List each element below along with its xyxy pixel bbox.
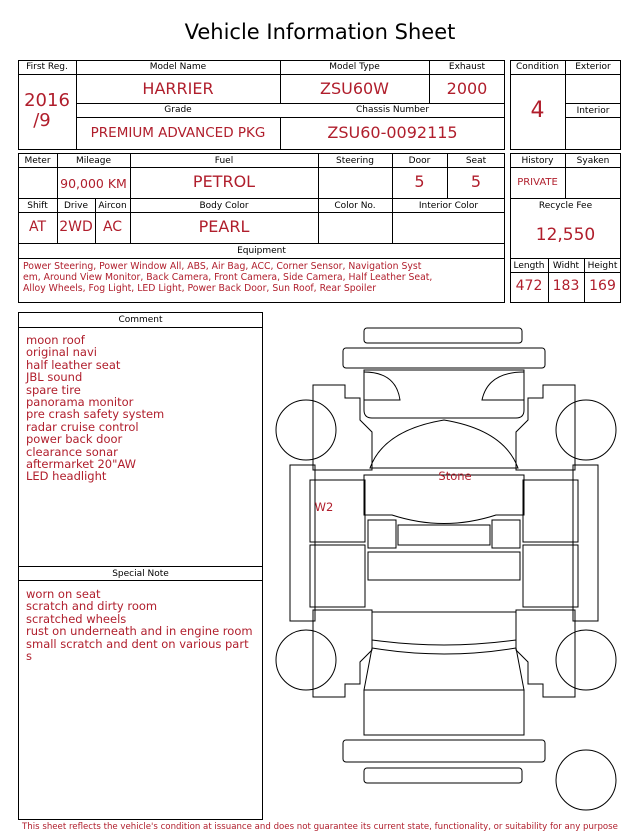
recycle-fee-label: Recycle Fee — [538, 201, 593, 211]
comment-item: LED headlight — [26, 469, 107, 484]
comment-list — [26, 334, 164, 483]
shift-label: Shift — [27, 201, 48, 211]
height-value: 169 — [589, 278, 616, 294]
model-name-value: HARRIER — [142, 79, 214, 98]
interior-color-label: Interior Color — [418, 201, 479, 211]
special-note-item: s — [26, 649, 32, 664]
mileage-value: 90,000 KM — [60, 176, 127, 191]
body-color-value: PEARL — [198, 217, 250, 236]
aircon-value: AC — [102, 219, 123, 235]
condition-value: 4 — [530, 98, 545, 123]
left-window — [368, 520, 396, 548]
comment-item: JBL sound — [26, 370, 83, 385]
hood — [364, 370, 524, 418]
height-label: Height — [587, 261, 618, 271]
roof-damage-mark: Stone — [438, 469, 472, 483]
condition-label: Condition — [516, 62, 559, 72]
rear-right-quarter — [516, 610, 575, 697]
chassis-number-label: Chassis Number — [355, 105, 430, 115]
right-window — [492, 520, 520, 548]
front-right-tire — [556, 400, 616, 460]
comment-item: power back door — [26, 432, 123, 447]
interior-label: Interior — [576, 106, 610, 116]
fuel-value: PETROL — [192, 172, 256, 191]
left-rocker — [290, 465, 315, 621]
right-rocker — [573, 465, 598, 621]
rear-bumper — [343, 740, 545, 762]
right-rear-door — [523, 545, 578, 607]
meter-label: Meter — [24, 156, 51, 166]
special-note-list — [26, 588, 253, 662]
fuel-label: Fuel — [214, 156, 234, 166]
right-front-door — [523, 480, 578, 542]
front-bumper-part — [364, 328, 522, 343]
seat-value: 5 — [470, 172, 482, 191]
color-no-label: Color No. — [334, 201, 376, 211]
special-note-item: scratch and dirty room — [26, 599, 158, 614]
steering-label: Steering — [336, 156, 374, 166]
model-type-value: ZSU60W — [319, 79, 389, 98]
exterior-label: Exterior — [575, 62, 611, 72]
equipment-line: em, Around View Monitor, Back Camera, Front Camera, Side Camera, Half Leather Seat, — [23, 272, 433, 283]
rear-window — [372, 612, 516, 645]
special-note-label: Special Note — [112, 569, 169, 579]
front-right-light — [482, 372, 524, 400]
page-title: Vehicle Information Sheet — [184, 20, 456, 44]
car-damage-diagram — [270, 318, 622, 818]
comment-item: clearance sonar — [26, 444, 118, 459]
chassis-number-value: ZSU60-0092115 — [327, 123, 458, 142]
front-bumper — [343, 348, 545, 368]
disclaimer-footer: This sheet reflects the vehicle's condition at issuance and does not guarantee its current state, functionality, or suitability for any purpose — [22, 822, 618, 832]
exhaust-label: Exhaust — [448, 62, 486, 72]
special-note-item: worn on seat — [26, 587, 101, 601]
tailgate — [364, 690, 524, 735]
center-panel — [398, 525, 490, 545]
length-label: Length — [513, 261, 545, 271]
seat-label: Seat — [465, 156, 487, 166]
rear-bumper-part — [364, 768, 522, 783]
width-label: Widht — [552, 261, 580, 271]
rear-right-tire — [556, 630, 616, 690]
equipment-list — [23, 261, 503, 294]
comment-item: spare tire — [26, 382, 81, 397]
aircon-label: Aircon — [98, 201, 127, 211]
equipment-label: Equipment — [237, 246, 286, 256]
windshield — [370, 420, 518, 468]
front-left-fender — [313, 385, 372, 470]
front-left-light — [364, 372, 400, 400]
comment-label: Comment — [118, 315, 163, 325]
model-name-label: Model Name — [149, 62, 207, 72]
shift-value: AT — [28, 219, 47, 235]
comment-item: half leather seat — [26, 357, 121, 372]
exhaust-value: 2000 — [446, 79, 488, 98]
drive-label: Drive — [64, 201, 88, 211]
spare-tire — [556, 750, 616, 810]
comment-item: original navi — [26, 345, 97, 360]
rear-left-quarter — [313, 610, 372, 697]
mileage-label: Mileage — [75, 156, 112, 166]
equipment-line: Alloy Wheels, Fog Light, LED Light, Power Back Door, Sun Roof, Rear Spoiler — [23, 283, 377, 294]
comment-item: aftermarket 20"AW — [26, 457, 137, 472]
door-label: Door — [408, 156, 431, 166]
grade-label: Grade — [164, 105, 192, 115]
special-note-item: small scratch and dent on various part — [26, 636, 249, 651]
length-value: 472 — [515, 278, 543, 294]
roof-rear — [368, 552, 520, 580]
comment-item: radar cruise control — [26, 419, 139, 434]
comment-item: pre crash safety system — [26, 407, 165, 422]
comment-item: moon roof — [26, 333, 85, 347]
recycle-fee-value: 12,550 — [535, 225, 596, 245]
grade-value: PREMIUM ADVANCED PKG — [90, 125, 266, 141]
left-rear-door — [310, 545, 365, 607]
comment-item: panorama monitor — [26, 395, 134, 410]
left-side-damage-mark: W2 — [314, 500, 334, 514]
special-note-item: rust on underneath and in engine room — [26, 624, 253, 639]
body-color-label: Body Color — [199, 201, 249, 211]
front-left-tire — [276, 400, 336, 460]
rear-left-tire — [276, 630, 336, 690]
front-right-fender — [516, 385, 575, 470]
syaken-label: Syaken — [576, 156, 610, 166]
first-reg-label: First Reg. — [26, 62, 68, 72]
drive-value: 2WD — [59, 219, 93, 235]
history-value: PRIVATE — [517, 177, 558, 188]
equipment-line: Power Steering, Power Window All, ABS, Air Bag, ACC, Corner Sensor, Navigation Syst — [23, 261, 422, 272]
rear-deck — [364, 648, 524, 690]
width-value: 183 — [552, 278, 580, 294]
history-label: History — [521, 156, 554, 166]
first-reg-month: /9 — [33, 110, 51, 131]
special-note-item: scratched wheels — [26, 611, 127, 626]
model-type-label: Model Type — [329, 62, 380, 72]
first-reg-year: 2016 — [24, 90, 70, 111]
door-value: 5 — [414, 172, 425, 191]
